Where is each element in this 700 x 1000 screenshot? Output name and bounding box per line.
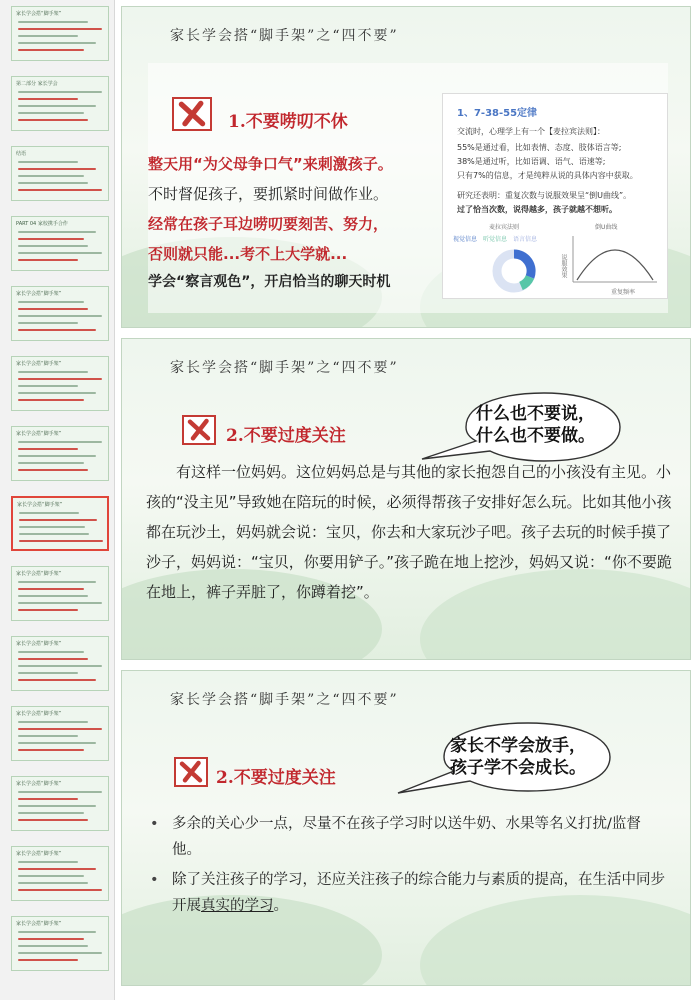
thumbnail-line bbox=[18, 728, 102, 730]
thumbnail-line bbox=[19, 519, 97, 521]
thumbnail-line bbox=[19, 540, 103, 542]
thumbnail-line bbox=[18, 112, 84, 114]
thumbnail-line bbox=[18, 868, 96, 870]
thumbnail-line bbox=[18, 315, 102, 317]
thumbnail-line bbox=[18, 791, 102, 793]
thumbnail-line bbox=[18, 721, 88, 723]
thumbnail-line bbox=[19, 512, 79, 514]
slide-thumbnail[interactable] bbox=[11, 6, 109, 61]
bullet-text: 除了关注孩子的学习，还应关注孩子的综合能力与素质的提高，在生活中同步开展 bbox=[172, 872, 665, 914]
thumbnail-line bbox=[18, 462, 84, 464]
thumbnail-line bbox=[18, 938, 84, 940]
thumbnail-line bbox=[18, 749, 84, 751]
slide-thumbnail[interactable] bbox=[11, 76, 109, 131]
rule-title: 1、7-38-55定律 bbox=[457, 108, 538, 119]
legend-item: 视觉信息 bbox=[453, 236, 478, 243]
thumbnail-line bbox=[18, 231, 96, 233]
rule-text: 只有7%的信息，才是纯粹从说的具体内容中获取。 bbox=[457, 171, 638, 180]
thumbnail-line bbox=[18, 952, 102, 954]
slide-title: 家长学会搭“脚手架”之“四不要” bbox=[170, 692, 399, 708]
chart-label: 倒U曲线 bbox=[595, 224, 618, 231]
slide-thumbnail[interactable] bbox=[11, 286, 109, 341]
axis-label: 说服效果 bbox=[560, 254, 567, 278]
thumbnail-title: 结语 bbox=[16, 151, 27, 157]
thumbnail-line bbox=[18, 945, 88, 947]
thumbnail-line bbox=[18, 469, 88, 471]
thumbnail-line bbox=[18, 448, 78, 450]
thumbnail-line bbox=[18, 378, 102, 380]
text-line: 整天用“为父母争口气”来刺激孩子。 bbox=[148, 155, 393, 173]
thumbnail-line bbox=[18, 805, 96, 807]
rule-text: 过了恰当次数，说得越多，孩子就越不想听。 bbox=[457, 205, 617, 214]
slide-thumbnail-panel[interactable] bbox=[0, 0, 115, 1000]
bullet-text: 。 bbox=[273, 898, 288, 914]
thumbnail-line bbox=[19, 526, 85, 528]
thumbnail-title: 家长学会搭“脚手架” bbox=[16, 641, 62, 647]
thumbnail-line bbox=[18, 931, 96, 933]
thumbnail-line bbox=[18, 175, 84, 177]
thumbnail-title: 家长学会搭“脚手架” bbox=[16, 921, 62, 927]
pie-chart bbox=[491, 248, 537, 294]
thumbnail-title: PART 04 家校携手合作 bbox=[16, 221, 68, 227]
thumbnail-line bbox=[18, 259, 78, 261]
thumbnail-line bbox=[18, 819, 88, 821]
rule-infographic bbox=[442, 93, 668, 299]
thumbnail-line bbox=[18, 595, 88, 597]
thumbnail-line bbox=[18, 49, 84, 51]
section-heading: 1.不要唠叨不休 bbox=[228, 112, 348, 132]
thumbnail-line bbox=[18, 679, 96, 681]
thumbnail-line bbox=[18, 182, 88, 184]
slide-thumbnail[interactable] bbox=[11, 916, 109, 971]
thumbnail-line bbox=[18, 861, 78, 863]
thumbnail-title: 家长学会搭“脚手架” bbox=[16, 711, 62, 717]
bullet-item bbox=[146, 867, 666, 919]
thumbnail-title: 家长学会搭“脚手架” bbox=[16, 431, 62, 437]
thumbnail-title: 家长学会搭“脚手架” bbox=[16, 11, 62, 17]
inverted-u-curve bbox=[569, 234, 659, 286]
thumbnail-line bbox=[18, 959, 78, 961]
cross-mark-icon bbox=[174, 757, 208, 787]
slide-thumbnail[interactable] bbox=[11, 776, 109, 831]
thumbnail-line bbox=[18, 91, 102, 93]
thumbnail-line bbox=[18, 735, 78, 737]
thumbnail-line bbox=[19, 533, 89, 535]
slide-thumbnail[interactable] bbox=[11, 706, 109, 761]
thumbnail-line bbox=[18, 588, 84, 590]
rule-text: 交流时，心理学上有一个【麦拉宾法则】： bbox=[457, 127, 605, 136]
slide-thumbnail[interactable] bbox=[11, 426, 109, 481]
slide-thumbnail[interactable] bbox=[11, 496, 109, 551]
text-line: 不时督促孩子，要抓紧时间做作业。 bbox=[148, 185, 389, 203]
thumbnail-line bbox=[18, 21, 88, 23]
thumbnail-line bbox=[18, 812, 84, 814]
bubble-line: 家长不学会放手， bbox=[450, 736, 586, 756]
thumbnail-line bbox=[18, 28, 102, 30]
bullet-text: 多余的关心少一点，尽量不在孩子学习时以送牛奶、水果等名义打扰/监督他。 bbox=[172, 816, 641, 858]
thumbnail-line bbox=[18, 42, 96, 44]
thumbnail-title: 家长学会搭“脚手架” bbox=[16, 361, 62, 367]
thumbnail-line bbox=[18, 105, 96, 107]
thumbnail-line bbox=[18, 889, 102, 891]
slide-2[interactable] bbox=[121, 338, 691, 660]
thumbnail-line bbox=[18, 665, 102, 667]
cross-mark-icon bbox=[182, 415, 216, 445]
axis-label: 重复频率 bbox=[611, 289, 636, 296]
bullet-item bbox=[146, 811, 666, 863]
thumbnail-line bbox=[18, 651, 84, 653]
thumbnail-line bbox=[18, 658, 88, 660]
thumbnail-title: 家长学会搭“脚手架” bbox=[17, 502, 63, 508]
thumbnail-line bbox=[18, 672, 78, 674]
story-paragraph: 有这样一位妈妈。这位妈妈总是与其他的家长抱怨自己的小孩没有主见。小孩的“没主见”导致她在陪玩的时候，必须得帮孩子安排好怎么玩。比如其他小孩都在玩沙土，妈妈就会说：宝贝，你去和大家玩沙子吧。孩子去玩的时候手摸了沙子，妈妈说：“宝贝，你要用铲子。”孩子跪在地上挖沙，妈妈又说：“你不要跪在地上，裤子弄脏了，你蹲着挖”。 bbox=[146, 463, 672, 601]
rule-text: 研究还表明：重复次数与说服效果呈“倒U曲线”。 bbox=[457, 191, 632, 200]
bubble-line: 什么也不要说， bbox=[476, 404, 595, 424]
legend-item: 语言信息 bbox=[513, 236, 538, 243]
thumbnail-line bbox=[18, 385, 78, 387]
rule-text: 55%是通过看，比如表情、态度、肢体语言等; bbox=[457, 143, 622, 152]
thumbnail-line bbox=[18, 308, 88, 310]
thumbnail-line bbox=[18, 189, 102, 191]
thumbnail-line bbox=[18, 371, 88, 373]
slide-thumbnail[interactable] bbox=[11, 566, 109, 621]
slide-3[interactable] bbox=[121, 670, 691, 986]
slide-title: 家长学会搭“脚手架”之“四不要” bbox=[170, 360, 399, 376]
thumbnail-title: 第二部分 家长学会 bbox=[16, 81, 58, 87]
text-line: 经常在孩子耳边唠叨要刻苦、努力， bbox=[148, 215, 389, 233]
thumbnail-line bbox=[18, 98, 78, 100]
thumbnail-title: 家长学会搭“脚手架” bbox=[16, 851, 62, 857]
slide-thumbnail[interactable] bbox=[11, 146, 109, 201]
thumbnail-line bbox=[18, 329, 96, 331]
thumbnail-line bbox=[18, 798, 78, 800]
slide-title: 家长学会搭“脚手架”之“四不要” bbox=[170, 28, 399, 44]
thumbnail-line bbox=[18, 602, 102, 604]
thumbnail-line bbox=[18, 399, 84, 401]
slide-thumbnail[interactable] bbox=[11, 636, 109, 691]
section-heading: 2.不要过度关注 bbox=[226, 426, 346, 446]
thumbnail-line bbox=[18, 161, 78, 163]
text-line: 学会“察言观色”，开启恰当的聊天时机 bbox=[148, 274, 391, 290]
thumbnail-line bbox=[18, 322, 78, 324]
thumbnail-line bbox=[18, 238, 84, 240]
thumbnail-title: 家长学会搭“脚手架” bbox=[16, 571, 62, 577]
text-line: 否则就只能...考不上大学就... bbox=[148, 245, 348, 263]
slide-1[interactable] bbox=[121, 6, 691, 328]
slide-thumbnail[interactable] bbox=[11, 216, 109, 271]
thumbnail-title: 家长学会搭“脚手架” bbox=[16, 781, 62, 787]
thumbnail-line bbox=[18, 742, 96, 744]
slide-thumbnail[interactable] bbox=[11, 356, 109, 411]
thumbnail-line bbox=[18, 581, 96, 583]
underlined-text: 真实的学习 bbox=[201, 898, 274, 914]
thumbnail-title: 家长学会搭“脚手架” bbox=[16, 291, 62, 297]
thumbnail-line bbox=[18, 301, 84, 303]
thumbnail-line bbox=[18, 455, 96, 457]
slide-thumbnail[interactable] bbox=[11, 846, 109, 901]
thumbnail-line bbox=[18, 441, 102, 443]
bubble-line: 孩子学不会成长。 bbox=[450, 758, 586, 778]
thumbnail-line bbox=[18, 168, 96, 170]
rule-text: 38%是通过听，比如语调、语气、语速等; bbox=[457, 157, 606, 166]
thumbnail-line bbox=[18, 882, 88, 884]
bubble-line: 什么也不要做。 bbox=[476, 426, 595, 446]
thumbnail-line bbox=[18, 609, 78, 611]
section-heading: 2.不要过度关注 bbox=[216, 768, 336, 788]
thumbnail-line bbox=[18, 392, 96, 394]
thumbnail-line bbox=[18, 119, 88, 121]
bullet-list bbox=[146, 811, 666, 923]
thumbnail-line bbox=[18, 252, 102, 254]
thumbnail-line bbox=[18, 875, 84, 877]
thumbnail-line bbox=[18, 245, 88, 247]
thumbnail-line bbox=[18, 35, 78, 37]
legend-item: 听觉信息 bbox=[483, 236, 508, 243]
cross-mark-icon bbox=[172, 97, 212, 131]
chart-label: 麦拉宾法则 bbox=[489, 224, 520, 231]
